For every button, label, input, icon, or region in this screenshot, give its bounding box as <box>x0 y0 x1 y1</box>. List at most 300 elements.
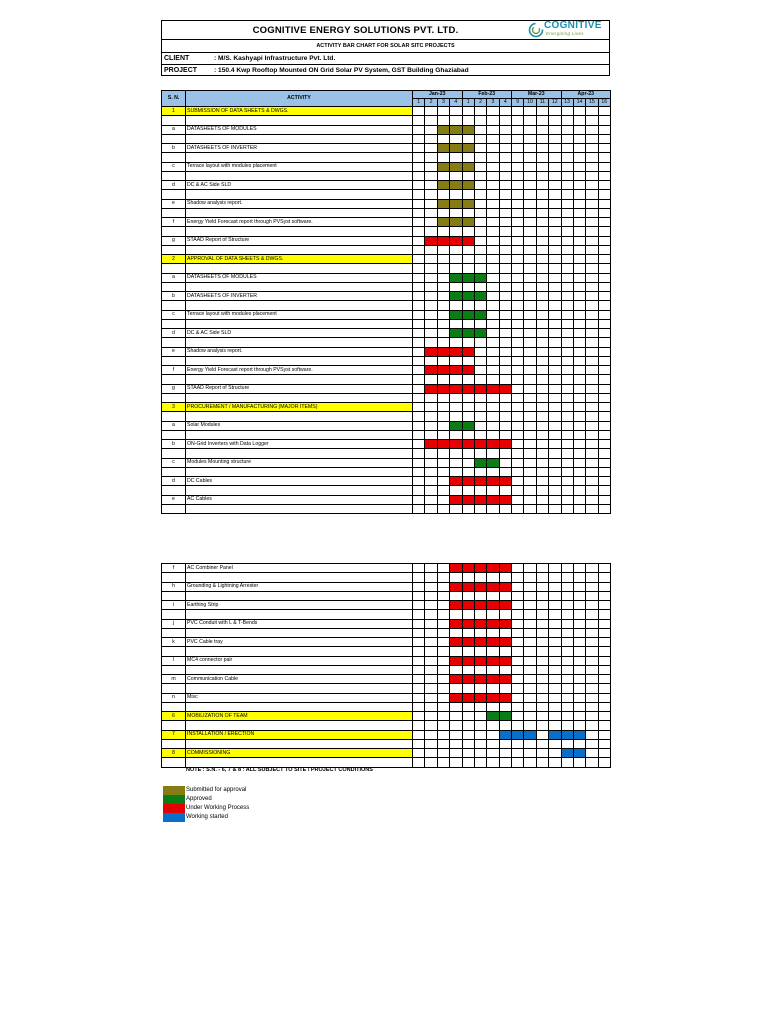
empty-cell <box>598 412 610 421</box>
gantt-cell <box>425 144 437 153</box>
week-header-cell: 12 <box>549 99 561 107</box>
gantt-cell <box>413 144 425 153</box>
empty-cell <box>474 449 486 458</box>
activity-row <box>162 440 611 449</box>
empty-cell <box>425 264 437 273</box>
gantt-cell <box>598 347 610 356</box>
gantt-cell <box>512 440 524 449</box>
gantt-cell <box>524 421 536 430</box>
gantt-cell <box>413 162 425 171</box>
gantt-bar-cell <box>462 199 474 208</box>
empty-cell <box>512 486 524 495</box>
spacer-row <box>162 116 611 125</box>
empty-cell <box>425 591 437 600</box>
empty-cell <box>512 628 524 637</box>
empty-cell <box>549 702 561 711</box>
gantt-cell <box>499 255 511 264</box>
gantt-bar-cell <box>487 675 499 684</box>
serial-number: k <box>162 638 186 647</box>
empty-cell <box>561 486 573 495</box>
gantt-cell <box>512 181 524 190</box>
gantt-cell <box>561 218 573 227</box>
empty-cell <box>549 153 561 162</box>
gantt-cell <box>598 403 610 412</box>
gantt-cell <box>524 384 536 393</box>
gantt-bar-cell <box>499 712 511 721</box>
legend-swatch-approved <box>163 795 185 804</box>
gantt-cell <box>413 582 425 591</box>
empty-cell <box>425 467 437 476</box>
gantt-cell <box>437 255 449 264</box>
spacer-row <box>162 153 611 162</box>
gantt-bar-cell <box>450 495 462 504</box>
empty-cell <box>450 486 462 495</box>
gantt-cell <box>437 458 449 467</box>
gantt-bar-cell <box>561 749 573 758</box>
gantt-cell <box>512 712 524 721</box>
gantt-cell <box>598 619 610 628</box>
gantt-cell <box>561 619 573 628</box>
empty-cell <box>413 665 425 674</box>
gantt-cell <box>536 292 548 301</box>
empty-cell <box>512 282 524 291</box>
gantt-cell <box>536 273 548 282</box>
empty-cell <box>561 338 573 347</box>
empty-cell <box>573 430 585 439</box>
gantt-cell <box>598 273 610 282</box>
gantt-cell <box>561 162 573 171</box>
empty-cell <box>549 190 561 199</box>
schedule-table-2 <box>161 563 611 768</box>
empty-cell <box>413 449 425 458</box>
gantt-cell <box>487 162 499 171</box>
empty-cell <box>413 702 425 711</box>
empty-cell <box>186 739 413 748</box>
gantt-cell <box>598 310 610 319</box>
empty-cell <box>524 208 536 217</box>
week-header-cell: 4 <box>499 99 511 107</box>
gantt-cell <box>586 199 598 208</box>
empty-cell <box>413 486 425 495</box>
empty-cell <box>462 758 474 767</box>
empty-cell <box>437 319 449 328</box>
empty-cell <box>512 449 524 458</box>
gantt-cell <box>549 582 561 591</box>
gantt-bar-cell <box>462 292 474 301</box>
empty-cell <box>549 264 561 273</box>
gantt-cell <box>598 162 610 171</box>
gantt-cell <box>425 656 437 665</box>
gantt-cell <box>512 619 524 628</box>
activity-name: DC & AC Side SLD <box>186 181 413 190</box>
empty-cell <box>598 573 610 582</box>
gantt-cell <box>425 564 437 573</box>
gantt-cell <box>524 255 536 264</box>
gantt-cell <box>437 582 449 591</box>
empty-cell <box>536 647 548 656</box>
activity-name: DATASHEETS OF INVERTER <box>186 144 413 153</box>
gantt-cell <box>586 440 598 449</box>
empty-cell <box>512 758 524 767</box>
gantt-cell <box>474 749 486 758</box>
gantt-cell <box>573 218 585 227</box>
spacer-row <box>162 504 611 513</box>
gantt-cell <box>598 255 610 264</box>
empty-cell <box>549 227 561 236</box>
gantt-bar-cell <box>512 730 524 739</box>
activity-name: PVC Conduit with L & T-Bends <box>186 619 413 628</box>
activity-row <box>162 675 611 684</box>
gantt-cell <box>598 181 610 190</box>
gantt-cell <box>598 656 610 665</box>
empty-cell <box>437 264 449 273</box>
gantt-cell <box>512 310 524 319</box>
gantt-cell <box>413 656 425 665</box>
gantt-bar-cell <box>450 162 462 171</box>
spacer-row <box>162 739 611 748</box>
gantt-bar-cell <box>462 693 474 702</box>
empty-cell <box>487 375 499 384</box>
empty-cell <box>499 356 511 365</box>
empty-cell <box>474 412 486 421</box>
gantt-bar-cell <box>425 440 437 449</box>
empty-cell <box>536 449 548 458</box>
gantt-cell <box>549 712 561 721</box>
gantt-bar-cell <box>437 347 449 356</box>
empty-cell <box>425 739 437 748</box>
gantt-cell <box>425 693 437 702</box>
activity-name: DATASHEETS OF MODULES <box>186 125 413 134</box>
gantt-cell <box>598 236 610 245</box>
empty-cell <box>598 338 610 347</box>
gantt-cell <box>425 181 437 190</box>
gantt-bar-cell <box>487 495 499 504</box>
empty-cell <box>598 486 610 495</box>
empty-cell <box>437 573 449 582</box>
empty-cell <box>499 628 511 637</box>
empty-cell <box>561 504 573 513</box>
empty-cell <box>186 264 413 273</box>
gantt-bar-cell <box>450 564 462 573</box>
spacer-row <box>162 610 611 619</box>
empty-cell <box>413 356 425 365</box>
empty-cell <box>524 171 536 180</box>
empty-cell <box>462 393 474 402</box>
gantt-cell <box>549 440 561 449</box>
empty-cell <box>425 282 437 291</box>
gantt-cell <box>437 730 449 739</box>
gantt-cell <box>586 107 598 116</box>
empty-cell <box>425 375 437 384</box>
gantt-bar-cell <box>499 440 511 449</box>
gantt-cell <box>586 656 598 665</box>
gantt-bar-cell <box>499 638 511 647</box>
gantt-cell <box>573 675 585 684</box>
empty-cell <box>186 116 413 125</box>
gantt-cell <box>586 236 598 245</box>
empty-cell <box>561 647 573 656</box>
empty-cell <box>425 504 437 513</box>
gantt-cell <box>573 582 585 591</box>
empty-cell <box>573 153 585 162</box>
empty-cell <box>524 702 536 711</box>
activity-name: ON-Grid Inverters with Data Logger <box>186 440 413 449</box>
gantt-cell <box>598 601 610 610</box>
gantt-cell <box>437 675 449 684</box>
empty-cell <box>425 116 437 125</box>
serial-number: e <box>162 347 186 356</box>
gantt-cell <box>598 384 610 393</box>
gantt-cell <box>462 712 474 721</box>
activity-row <box>162 366 611 375</box>
empty-cell <box>162 134 186 143</box>
empty-cell <box>474 208 486 217</box>
gantt-bar-cell <box>474 292 486 301</box>
empty-cell <box>536 702 548 711</box>
empty-cell <box>512 301 524 310</box>
empty-cell <box>561 171 573 180</box>
empty-cell <box>413 721 425 730</box>
empty-cell <box>524 591 536 600</box>
empty-cell <box>474 430 486 439</box>
empty-cell <box>549 573 561 582</box>
gantt-bar-cell <box>450 218 462 227</box>
empty-cell <box>437 171 449 180</box>
gantt-cell <box>598 199 610 208</box>
gantt-cell <box>450 749 462 758</box>
empty-cell <box>186 153 413 162</box>
gantt-cell <box>512 656 524 665</box>
empty-cell <box>462 610 474 619</box>
section-row <box>162 730 611 739</box>
empty-cell <box>598 227 610 236</box>
gantt-cell <box>512 675 524 684</box>
gantt-cell <box>413 458 425 467</box>
gantt-cell <box>462 458 474 467</box>
empty-cell <box>186 628 413 637</box>
empty-cell <box>425 227 437 236</box>
empty-cell <box>462 301 474 310</box>
month-header-row <box>162 91 611 99</box>
empty-cell <box>524 449 536 458</box>
empty-cell <box>573 301 585 310</box>
spacer-row <box>162 412 611 421</box>
gantt-cell <box>425 162 437 171</box>
gantt-cell <box>536 749 548 758</box>
empty-cell <box>561 282 573 291</box>
gantt-cell <box>425 125 437 134</box>
empty-cell <box>487 591 499 600</box>
empty-cell <box>536 739 548 748</box>
empty-cell <box>524 684 536 693</box>
empty-cell <box>425 758 437 767</box>
empty-cell <box>487 504 499 513</box>
gantt-cell <box>512 384 524 393</box>
gantt-cell <box>499 199 511 208</box>
gantt-cell <box>425 675 437 684</box>
company-logo <box>528 21 606 38</box>
gantt-bar-cell <box>499 693 511 702</box>
empty-cell <box>512 504 524 513</box>
serial-number: 3 <box>162 403 186 412</box>
gantt-cell <box>586 162 598 171</box>
gantt-cell <box>598 582 610 591</box>
gantt-cell <box>425 255 437 264</box>
gantt-cell <box>474 107 486 116</box>
gantt-cell <box>549 162 561 171</box>
empty-cell <box>536 282 548 291</box>
empty-cell <box>561 702 573 711</box>
empty-cell <box>437 375 449 384</box>
empty-cell <box>549 356 561 365</box>
activity-row <box>162 638 611 647</box>
empty-cell <box>586 684 598 693</box>
legend-label: Working started <box>186 814 228 820</box>
gantt-cell <box>499 273 511 282</box>
empty-cell <box>524 610 536 619</box>
empty-cell <box>437 610 449 619</box>
gantt-cell <box>536 125 548 134</box>
gantt-cell <box>487 310 499 319</box>
empty-cell <box>487 301 499 310</box>
gantt-cell <box>561 564 573 573</box>
gantt-cell <box>536 601 548 610</box>
gantt-bar-cell <box>487 712 499 721</box>
gantt-cell <box>598 712 610 721</box>
empty-cell <box>586 282 598 291</box>
empty-cell <box>586 227 598 236</box>
empty-cell <box>573 356 585 365</box>
activity-name: MOBILIZATION OF TEAM <box>186 712 413 721</box>
gantt-cell <box>450 403 462 412</box>
gantt-cell <box>437 273 449 282</box>
empty-cell <box>598 591 610 600</box>
empty-cell <box>536 356 548 365</box>
empty-cell <box>573 573 585 582</box>
gantt-cell <box>536 730 548 739</box>
gantt-cell <box>573 125 585 134</box>
empty-cell <box>413 116 425 125</box>
month-header: Feb-23 <box>462 91 512 99</box>
empty-cell <box>561 356 573 365</box>
empty-cell <box>450 591 462 600</box>
empty-cell <box>474 301 486 310</box>
activity-row <box>162 384 611 393</box>
activity-name: Modules Mounting structure <box>186 458 413 467</box>
gantt-cell <box>561 675 573 684</box>
gantt-cell <box>598 440 610 449</box>
gantt-cell <box>586 329 598 338</box>
empty-cell <box>462 282 474 291</box>
serial-number: a <box>162 421 186 430</box>
empty-cell <box>487 647 499 656</box>
gantt-cell <box>536 495 548 504</box>
serial-number: g <box>162 236 186 245</box>
gantt-bar-cell <box>450 366 462 375</box>
gantt-cell <box>499 144 511 153</box>
empty-cell <box>474 282 486 291</box>
spacer-row <box>162 190 611 199</box>
empty-cell <box>462 430 474 439</box>
empty-cell <box>413 467 425 476</box>
gantt-bar-cell <box>450 582 462 591</box>
empty-cell <box>437 486 449 495</box>
gantt-cell <box>549 477 561 486</box>
activity-name: Communication Cable <box>186 675 413 684</box>
gantt-cell <box>524 458 536 467</box>
empty-cell <box>186 227 413 236</box>
gantt-cell <box>586 477 598 486</box>
gantt-cell <box>573 477 585 486</box>
empty-cell <box>413 628 425 637</box>
serial-number: e <box>162 199 186 208</box>
empty-cell <box>462 171 474 180</box>
empty-cell <box>524 467 536 476</box>
empty-cell <box>186 245 413 254</box>
empty-cell <box>524 319 536 328</box>
empty-cell <box>586 153 598 162</box>
gantt-cell <box>536 329 548 338</box>
gantt-cell <box>536 181 548 190</box>
gantt-cell <box>549 564 561 573</box>
empty-cell <box>474 758 486 767</box>
empty-cell <box>186 375 413 384</box>
gantt-cell <box>413 619 425 628</box>
empty-cell <box>437 227 449 236</box>
empty-cell <box>549 449 561 458</box>
empty-cell <box>598 319 610 328</box>
empty-cell <box>586 319 598 328</box>
gantt-cell <box>536 582 548 591</box>
gantt-cell <box>598 564 610 573</box>
gantt-cell <box>524 329 536 338</box>
activity-name: Energy Yield Forecast report through PVSyst software. <box>186 366 413 375</box>
empty-cell <box>536 504 548 513</box>
empty-cell <box>536 134 548 143</box>
empty-cell <box>549 647 561 656</box>
empty-cell <box>186 573 413 582</box>
spacer-row <box>162 430 611 439</box>
gantt-bar-cell <box>450 292 462 301</box>
legend-swatch-working-started <box>163 813 185 822</box>
gantt-cell <box>598 366 610 375</box>
gantt-cell <box>586 675 598 684</box>
empty-cell <box>536 227 548 236</box>
empty-cell <box>586 702 598 711</box>
activity-name: DC Cables <box>186 477 413 486</box>
gantt-bar-cell <box>462 162 474 171</box>
gantt-cell <box>413 712 425 721</box>
empty-cell <box>450 739 462 748</box>
activity-name: PVC Cable tray <box>186 638 413 647</box>
serial-number: b <box>162 292 186 301</box>
gantt-cell <box>437 403 449 412</box>
gantt-cell <box>425 477 437 486</box>
gantt-cell <box>561 421 573 430</box>
empty-cell <box>524 647 536 656</box>
empty-cell <box>598 504 610 513</box>
empty-cell <box>573 338 585 347</box>
gantt-bar-cell <box>474 601 486 610</box>
empty-cell <box>186 758 413 767</box>
gantt-cell <box>549 236 561 245</box>
gantt-cell <box>474 199 486 208</box>
empty-cell <box>512 116 524 125</box>
empty-cell <box>524 356 536 365</box>
empty-cell <box>186 486 413 495</box>
empty-cell <box>437 739 449 748</box>
gantt-cell <box>425 712 437 721</box>
